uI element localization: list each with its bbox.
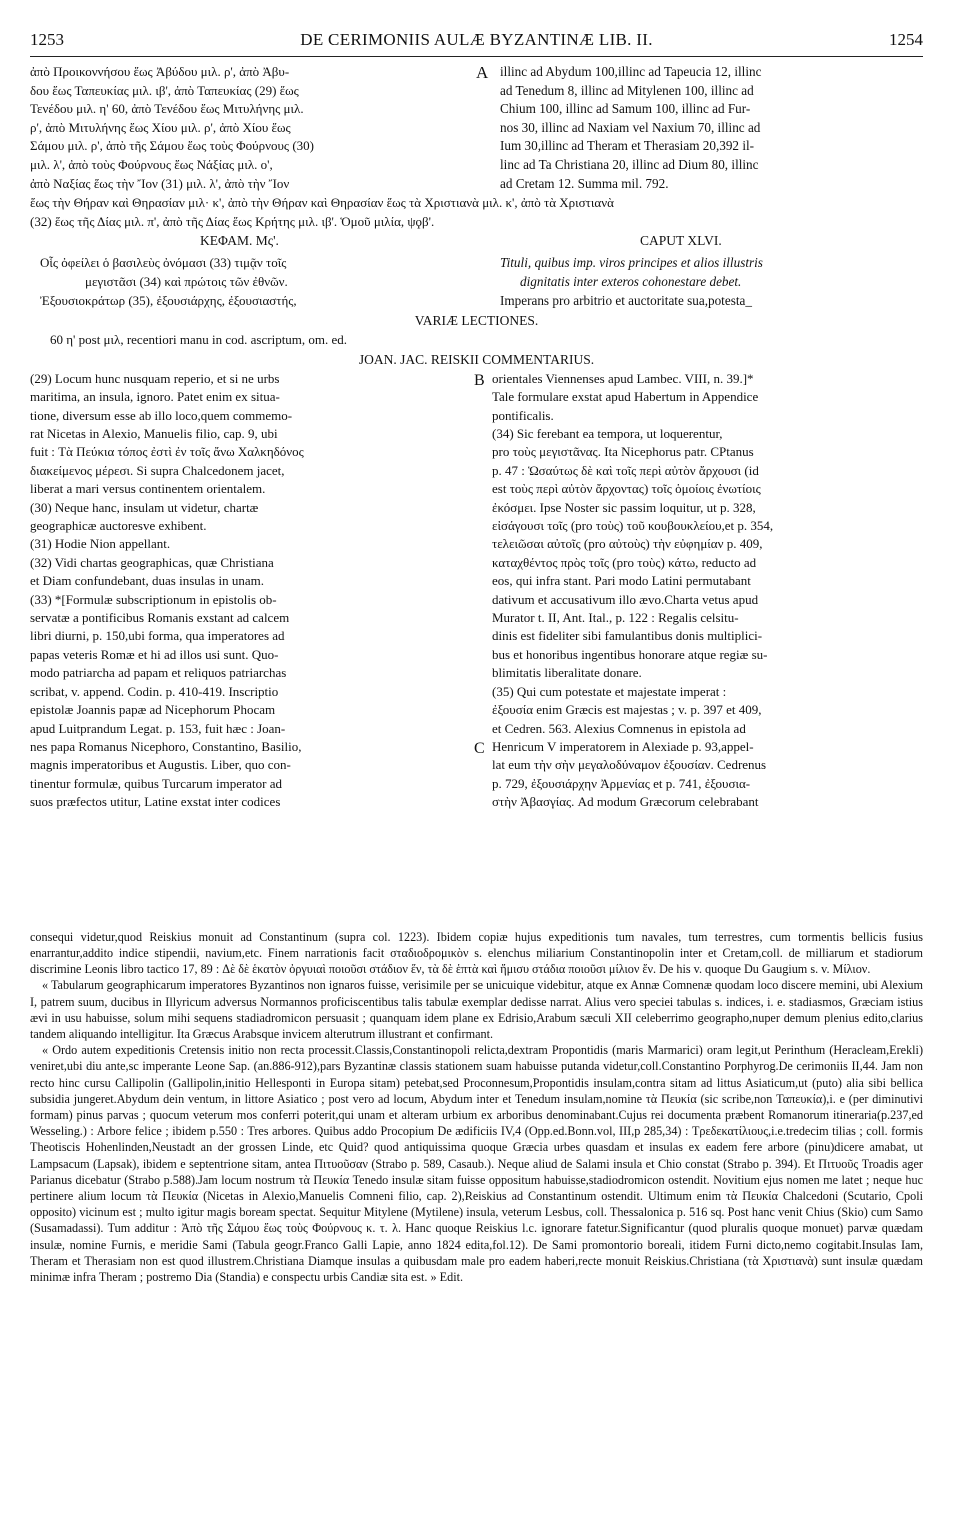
rubric-block <box>30 253 923 311</box>
commentary-line: modo patriarcha ad papam et reliquos patriarchas <box>30 665 287 681</box>
commentary-line: (32) Vidi chartas geographicas, quæ Christiana <box>30 554 274 570</box>
greek-line: ρ', ἀπὸ Μιτυλήνης ἕως Χίου μιλ. ρ', ἀπὸ Χίου ἕως <box>30 119 291 135</box>
commentary-line: διακείμενος μέρεσι. Si supra Chalcedonem jacet, <box>30 462 285 478</box>
greek-full-line: (32) ἕως τῆς Δίας μιλ. π', ἀπὸ τῆς Δίας ἕως Κρήτης μιλ. ιβ'. Ὁμοῦ μιλία, ψϙβ'. <box>30 213 435 229</box>
latin-line: illinc ad Abydum 100,illinc ad Tapeucia 12, illinc <box>500 64 762 79</box>
commentary-heading: JOAN. JAC. REISKII COMMENTARIUS. <box>358 351 595 367</box>
text-columns <box>30 63 923 194</box>
page-number-right: 1254 <box>889 30 923 49</box>
variae-heading: VARIÆ LECTIONES. <box>414 313 539 329</box>
commentary-line: pro τοὺς μεγιστᾶνας. Ita Nicephorus patr. CPtanus <box>492 444 754 460</box>
section-marker-c: C <box>474 739 485 757</box>
commentary-line: tinentur formulæ, quibus Turcarum imperator ad <box>30 775 283 791</box>
commentary-line: τελειῶσαι αὐτοῖς (pro αὐτοὺς) τὴν εὐφημίαν p. 409, <box>492 536 763 552</box>
footnote-paragraph: « Tabularum geographicarum imperatores Byzantinos non ignaros fuisse, verisimile per se unicuique videbitur, atque ex Annæ Comnenæ quodam loco discere memini, ubi Alexium I, patrem suum, ducibus in Illyricum adversus Normannos proficiscentibus talis tabulæ exemplar dedisse narrat. Alius vero speciei tabulas s. indices, i. e. stadiasmos, Græciam istius ævi in usu habuisse, solum mihi sequens stadiadromicon persuasit ; quanquam idem plane ex Edrisio,Arabum sæculi XII celeberrimo geographo,nuper demum plenius edito,clarius tandem aliquando intelligitur. Ita Græcus Arabsque invicem alterutrum illustrant et confirmant. <box>30 978 923 1041</box>
running-header <box>30 30 923 52</box>
commentary-line: magnis imperatoribus et Augustis. Liber, quo con- <box>30 757 291 773</box>
greek-column <box>30 63 470 193</box>
chapter-heading-latin: CAPUT XLVI. <box>640 233 722 249</box>
document-page <box>30 30 923 1285</box>
commentary-line: et Diam confundebant, duas insulas in unam. <box>30 573 264 589</box>
commentary-line: Henricum V imperatorem in Alexiade p. 93,appel- <box>492 738 754 754</box>
commentary-line: Tale formulare exstat apud Habertum in Appendice <box>492 389 759 405</box>
page-number-left: 1253 <box>30 30 64 49</box>
greek-full-width <box>30 194 923 231</box>
latin-line: Ium 30,illinc ad Theram et Therasiam 20,392 il- <box>500 138 755 154</box>
greek-full-line: ἕως τὴν Θήραν καὶ Θηρασίαν μιλ· κ', ἀπὸ τὴν Θήραν καὶ Θηρασίαν ἕως τὰ Χριστιανὰ μιλ. κ', ἀπὸ τὰ Χριστιανὰ <box>30 195 614 210</box>
commentary-line: libri diurni, p. 150,ubi forma, qua imperatores ad <box>30 628 285 644</box>
latin-column <box>500 63 923 193</box>
commentary-line: (29) Locum hunc nusquam reperio, et si ne urbs <box>30 370 280 386</box>
rubric-latin-1: Tituli, quibus imp. viros principes et alios illustris <box>500 255 763 271</box>
commentary-line: lat eum τὴν σὴν μεγαλοδύναμον ἐξουσίαν. Cedrenus <box>492 757 767 773</box>
commentary-line: suos præfectos utitur, Latine exstat inter codices <box>30 794 281 810</box>
commentary-line: pontificalis. <box>492 407 554 423</box>
latin-line: linc ad Ta Christiana 20, illinc ad Dium 80, illinc <box>500 156 759 172</box>
section-marker-b: B <box>474 371 485 389</box>
section-marker-a: A <box>476 63 489 82</box>
greek-line: Τενέδου μιλ. η' 60, ἀπὸ Τενέδου ἕως Μιτυλήνης μιλ. <box>30 101 304 117</box>
running-title: DE CERIMONIIS AULÆ BYZANTINÆ LIB. II. <box>300 30 653 49</box>
commentary-line: καταχθέντος πρὸς τοῖς (pro τοὺς) κάτω, reducto ad <box>492 554 757 570</box>
rubric-latin-2: dignitatis inter exteros cohonestare debet. <box>520 274 742 290</box>
greek-line: μιλ. λ', ἀπὸ τοὺς Φούρνους ἕως Νάξίας μιλ. ο', <box>30 156 273 172</box>
commentary-line: papas veteris Romæ et hi ad illos usi sunt. Quo- <box>30 646 279 662</box>
footnote-paragraph: « Ordo autem expeditionis Cretensis initio non recta processit.Classis,Constantinopoli relicta,dextram Propontidis (maris Marmarici) oram legit,ut Perinthum (Heracleam,Erekli) veniret,ubi diu ante,sc imperante Leone Sap. (an.886-912),pars Byzantinæ classis stationem suam habuisse putanda videtur,coll.Constantino Porphyrog.De cerimoniis II,44. Jam non recto hinc cursu Callipolin (Gallipolin,initio Hellesponti in Europa sitam) petebat,sed Proconnesum,Propontidis insulam,contra sitam ad littus Asiaticum,ut (puto) alia sibi bellica subsidia jungeret.Abydum dein ventum, in littore Asiatico ; post vero ad locum, Abydum inter et Tenedum insulam,nomine τὰ Πευκία (sic scribe,non Ταπευκία),i. e (per diminutivi formam) pinus parvas ; quocum veterum mos conferri poterit,qui unam et alteram urbium ex arboribus denominabant.Cujus rei documenta præbent Romanorum itineraria(p.237,ed Wesseling.) : Arbore felice ; ibidem p.550 : Tres arbores. Quibus addo Procopium De ædificiis IV,4 (Opp.ed.Bonn.vol, III,p 285,34) : Τρεδεκατίλιους,i.e.tredecim tilias ; coll. formis Theotiscis Hohenlinden,Neustadt an der grossen Linde, etc Quid? quod antiquissima quoque Græcia urbes quasdam et insulas ex eadem fere arbore (pinu)dicere amabat, ut Lampsacum (Lapsak), ibidem e septentrione sitam, antea Πιτυοῦσαν (Strabo p. 589, Casaub.). Neque aliud de Salami insula et Chio constat (Strabo p. 394). Et Πιτυοῦς Troadis ager Parianus dicebatur (Strabo p.588).Jam locum nostrum τὰ Πευκία Tenedo insulæ sitam fuisse oppositum habuisse,stadiodromicon ostendit. Novitium ejus nomen me latet ; neque huc pertinere alium locum τὰ Πευκία (Nicetas in Alexio,Manuelis Comneni filio, cap. 2),Reiskius ad Constantinum ostendit. Ultimum enim τὰ Πευκία Chalcedoni (Scutario, Cpoli opposito) vicinum est ; multo igitur magis boream spectat. Sequitur Mitylene (Mytilene) insula, veterum Lesbus, coll. Thessalonica p. 516 sq. Post hanc venit Chius (Skio) cum Samo (Susamadassi). Tum additur : Ἀπὸ τῆς Σάμου ἕως τοὺς Φούρνους κ. τ. λ. Hanc quoque Reiskius l.c. ignorare fatetur.Significantur (quod pluralis quoque monuet) parvæ quædam insulæ, nomine Furnis, e meridie Sami (Tabula geogr.Franco Galli Lapie, anno 1824 edita,fol.12). De Sami promontorio boreali, itidem Furni dicto,nemo cogitabit.Insulas Iam, Theram et Therasiam non est quod illustrem.Christiana Diamque insulas a quibusdam male pro eadem haberi,recte monuit Reiskius.Christiana (τὰ Χριστιανὰ) sunt insulæ quædam minimæ infra Theram ; postremo Dia (Standia) e conspectu urbis Candiæ sita est. » Edit. <box>30 1043 923 1285</box>
rubric-greek-3: Ἐξουσιοκράτωρ (35), ἐξουσιάρχης, ἐξουσιαστής, <box>40 293 297 309</box>
commentary-line: orientales Viennenses apud Lambec. VIII, n. 39.]* <box>492 370 754 386</box>
rubric-greek-1: Οἷς ὀφείλει ὁ βασιλεὺς ὀνόμασι (33) τιμᾷν τοῖς <box>40 255 287 271</box>
commentary-line: dinis est fideliter sibi famulantibus donis multiplici- <box>492 628 763 644</box>
chapter-heading <box>30 233 923 253</box>
commentary-line: Murator t. II, Ant. Ital., p. 122 : Regalis celsitu- <box>492 610 739 626</box>
commentary-line: nes papa Romanus Nicephoro, Constantino, Basilio, <box>30 738 302 754</box>
commentary-line: στὴν Ἀβασγίας. Ad modum Græcorum celebrabant <box>492 794 759 810</box>
footnote-paragraph: consequi videtur,quod Reiskius monuit ad Constantinum (supra col. 1223). Ibidem copiæ hujus expeditionis tum navales, tum terrestres, cum tormentis bellicis fusius enarrantur,addito indice stipendii, navium,etc. Finem narrationis facit σταδιοδρομικὸν s. elenchus miliarium Constantinopolin inter et Cretam,coll. de milliarum et stadiorum discrimine Leonis libro tactico 17, 89 : Δὲ δὲ ἑκατὸν ὀργυιαὶ ποιοῦσι στάδιον ἕν, τὰ δὲ ἑπτὰ καὶ ἥμισυ στάδια ποιοῦσι μίλιον ἕν. De his v. quoque Du Gaugium s. v. Μίλιον. <box>30 929 923 977</box>
commentary-line: maritima, an insula, ignoro. Patet enim ex situa- <box>30 389 280 405</box>
rubric-latin-3: Imperans pro arbitrio et auctoritate sua,potesta_ <box>500 293 752 309</box>
header-rule <box>30 56 923 57</box>
commentary-line: scribat, v. append. Codin. p. 410-419. Inscriptio <box>30 683 279 699</box>
commentary-columns <box>30 370 923 927</box>
variae-note: 60 η' post μιλ, recentiori manu in cod. ascriptum, om. ed. <box>50 332 348 348</box>
commentary-line: tione, diversum esse ab illo loco,quem commemo- <box>30 407 293 423</box>
greek-line: ἀπὸ Προικοννήσου ἕως Ἀβύδου μιλ. ρ', ἀπὸ Ἀβυ- <box>30 64 290 79</box>
latin-line: ad Cretam 12. Summa mil. 792. <box>500 175 669 191</box>
commentary-line: (34) Sic ferebant ea tempora, ut loquerentur, <box>492 426 723 441</box>
commentary-line: liberat a mari versus continentem orientalem. <box>30 481 266 497</box>
rubric-greek-2: μεγιστᾶσι (34) καὶ πρώτοις τῶν ἐθνῶν. <box>85 274 288 290</box>
commentary-line: et Cedren. 563. Alexius Comnenus in epistola ad <box>492 720 746 736</box>
commentary-line: fuit : Τὰ Πεύκια τόπος ἐστὶ ἐν τοῖς ἄνω Χαλκηδόνος <box>30 444 304 460</box>
commentary-line: p. 729, ἐξουσιάρχην Ἀρμενίας et p. 741, ἐξουσια- <box>492 775 751 791</box>
commentary-line: (35) Qui cum potestate et majestate imperat : <box>492 683 727 699</box>
footnotes <box>30 929 923 1285</box>
commentary-left-column <box>30 370 470 812</box>
commentary-line: (31) Hodie Nion appellant. <box>30 536 171 552</box>
commentary-line: p. 47 : Ὡσαύτως δὲ καὶ τοῖς περὶ αὐτὸν ἄρχουσι (id <box>492 462 759 478</box>
commentary-line: servatæ a pontificibus Romanis exstant ad calcem <box>30 610 290 626</box>
commentary-line: est τοὺς περὶ αὐτὸν ἄρχοντας) τοῖς ὁμοίοις ἐνωτίοις <box>492 481 761 497</box>
commentary-line: apud Luitprandum Legat. p. 153, fuit hæc : Joan- <box>30 720 286 736</box>
latin-line: ad Tenedum 8, illinc ad Mitylenen 100, illinc ad <box>500 82 754 98</box>
commentary-line: εἰσάγουσι τοῖς (pro τοὺς) τοῦ κουβουκλείου,et p. 354, <box>492 518 774 534</box>
chapter-heading-greek: ΚΕΦΑΜ. Μς'. <box>200 233 279 249</box>
greek-line: δου ἕως Ταπευκίας μιλ. ιβ', ἀπὸ Ταπευκίας (29) ἕως <box>30 82 299 98</box>
commentary-line: (33) *[Formulæ subscriptionum in epistolis ob- <box>30 591 277 607</box>
commentary-line: epistolæ Joannis papæ ad Nicephorum Phocam <box>30 702 276 718</box>
latin-line: nos 30, illinc ad Naxiam vel Naxium 70, illinc ad <box>500 119 761 135</box>
commentary-line: eos, qui infra stant. Pari modo Latini permutabant <box>492 573 751 589</box>
commentary-line: bus et honoribus ingentibus honorare atque regiæ su- <box>492 646 768 662</box>
commentary-line: blimitatis liberalitate donare. <box>492 665 642 681</box>
commentary-right-column <box>492 370 923 812</box>
commentary-line: rat Nicetas in Alexio, Manuelis filio, cap. 9, ubi <box>30 426 278 441</box>
latin-line: Chium 100, illinc ad Samum 100, illinc ad Fur- <box>500 101 751 117</box>
commentary-line: ἐκόσμει. Ipse Noster sic passim loquitur, ut p. 328, <box>492 499 756 515</box>
greek-line: Σάμου μιλ. ρ', ἀπὸ τῆς Σάμου ἕως τοὺς Φούρνους (30) <box>30 138 314 154</box>
commentary-line: (30) Neque hanc, insulam ut videtur, chartæ <box>30 499 259 515</box>
commentary-line: ἐξουσία enim Græcis est majestas ; v. p. 397 et 409, <box>492 702 762 718</box>
commentary-line: dativum et accusativum illo ævo.Charta vetus apud <box>492 591 759 607</box>
greek-line: ἀπὸ Ναξίας ἕως τὴν Ἴον (31) μιλ. λ', ἀπὸ τὴν Ἴον <box>30 175 290 191</box>
commentary-line: geographicæ auctoresve exhibent. <box>30 518 207 534</box>
